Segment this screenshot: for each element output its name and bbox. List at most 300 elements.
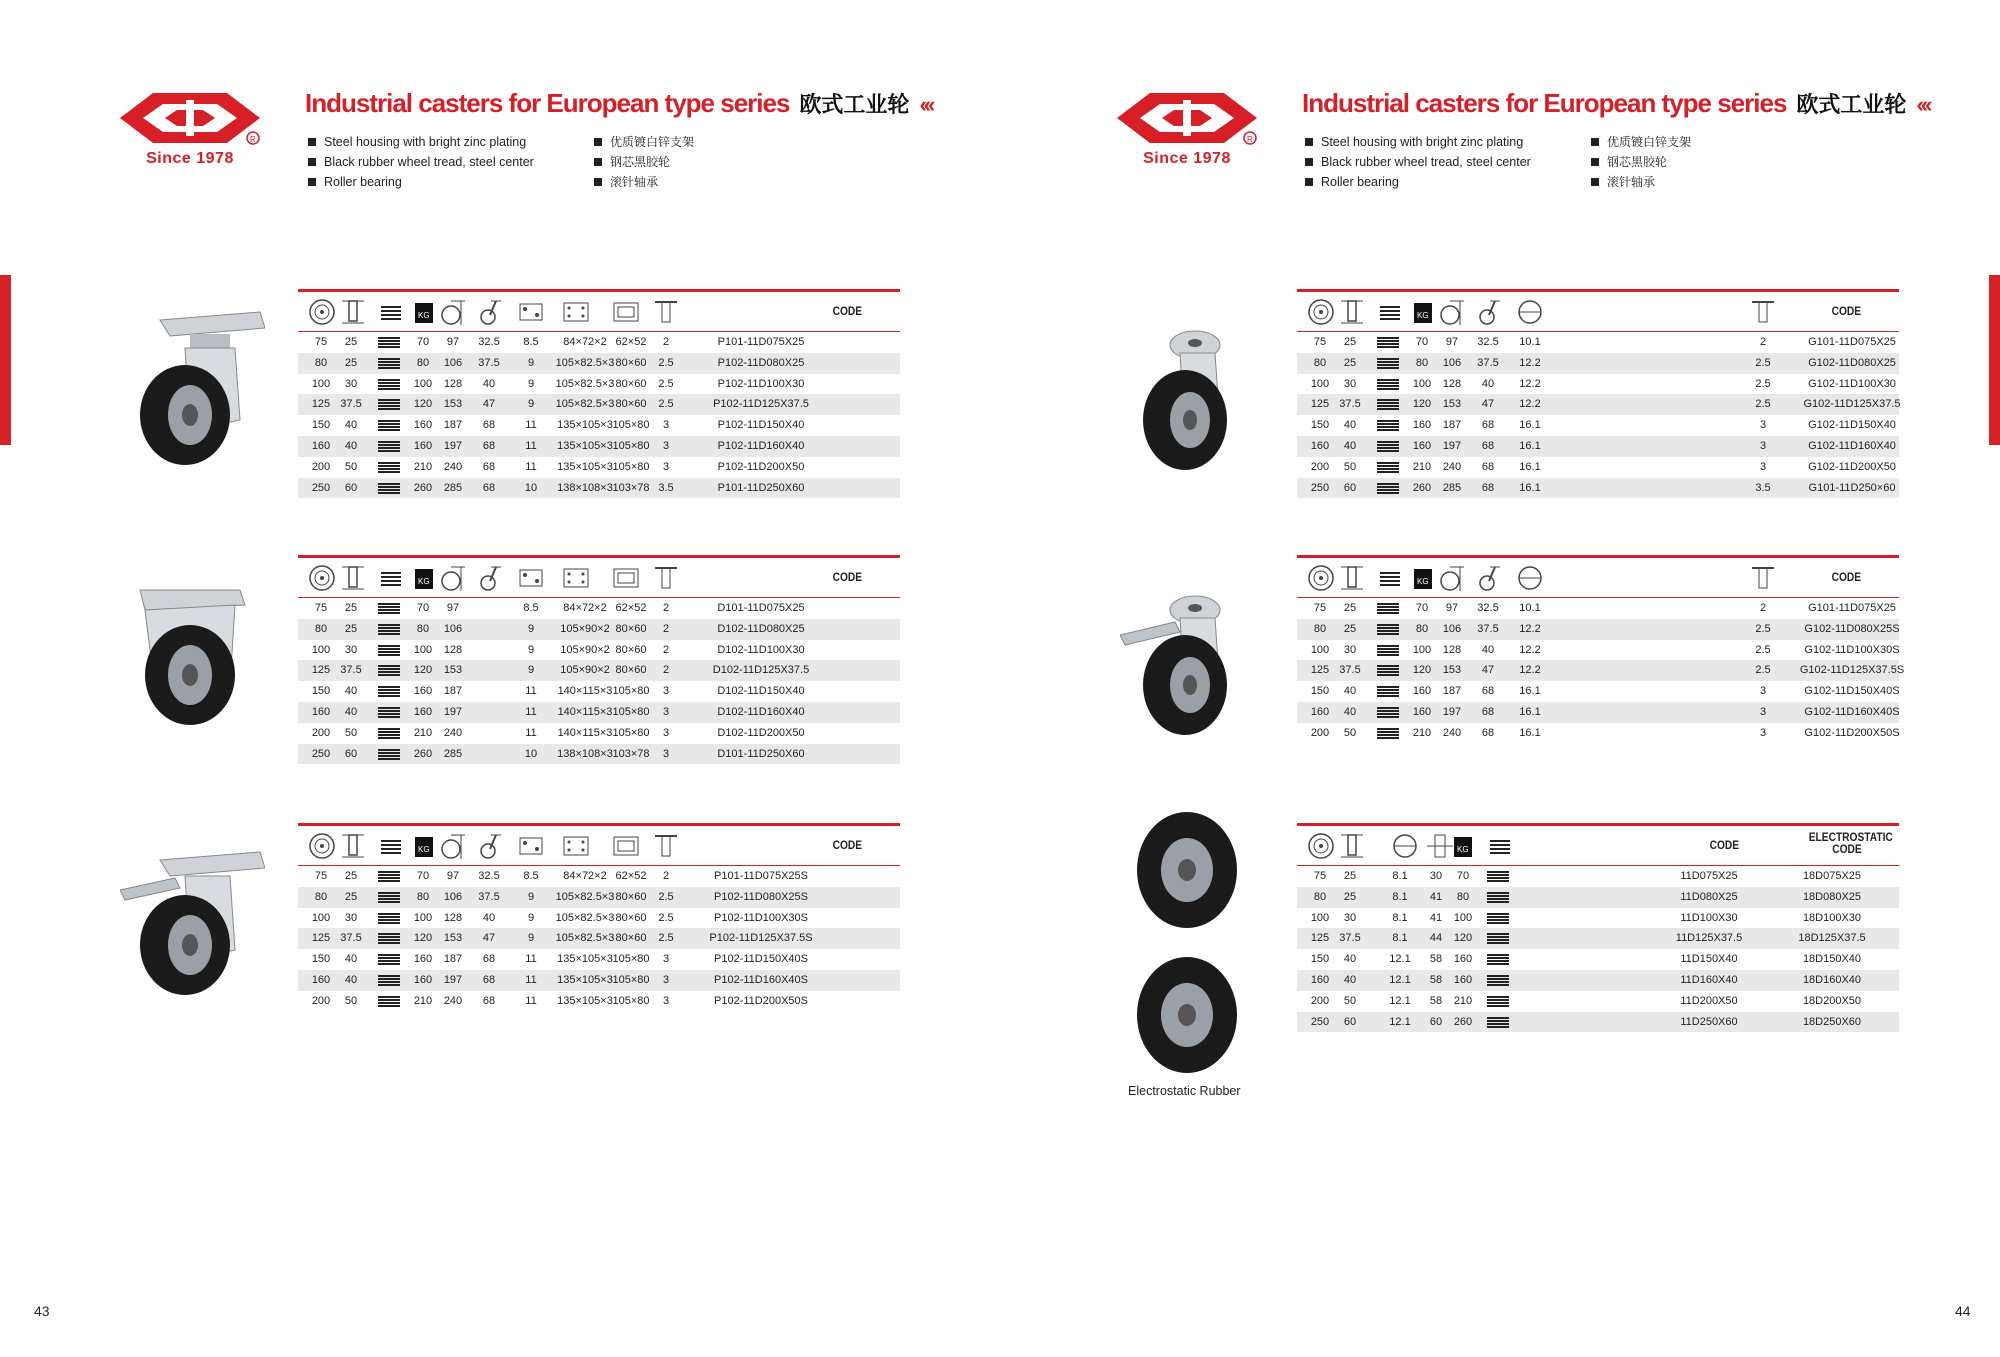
- title-cn: 欧式工业轮: [799, 93, 910, 118]
- table-cell: 2: [1759, 336, 1767, 348]
- table-cell: D102-11D160X40: [717, 705, 805, 718]
- table-cell: 160: [1453, 953, 1473, 966]
- table-cell: 11D200X50: [1680, 994, 1738, 1007]
- feature-item: Black rubber wheel tread, steel center: [308, 152, 534, 172]
- table-row: [1297, 457, 1899, 478]
- table-cell: 210: [1453, 994, 1473, 1007]
- table-cell: 2.5: [658, 356, 674, 369]
- table-cell: 37.5: [1477, 356, 1499, 369]
- table-cell: 9: [527, 398, 535, 411]
- table-cell: 120: [413, 664, 433, 677]
- kg-icon: [409, 297, 439, 327]
- table-row: [1297, 660, 1905, 681]
- feature-item: Roller bearing: [308, 172, 534, 192]
- table-cell: 32.5: [478, 336, 500, 348]
- table-cell: 100: [1412, 643, 1432, 656]
- title-en: Industrial casters for European type series: [305, 88, 790, 118]
- tread-icon: [1377, 728, 1399, 739]
- table-cell: 105×80: [612, 705, 650, 718]
- table-cell: 18D150X40: [1802, 953, 1862, 966]
- table-cell: 125: [311, 398, 331, 411]
- table-cell: 153: [443, 398, 463, 411]
- tread-icon: [1375, 563, 1405, 593]
- table-cell: 68: [482, 953, 496, 966]
- table-cell: 47: [1481, 664, 1495, 677]
- electrostatic-wheel-image: [1135, 955, 1240, 1075]
- red-edge-bar: [0, 275, 11, 445]
- bolt-icon: [516, 297, 546, 327]
- table-cell: D101-11D250X60: [717, 747, 805, 760]
- table-cell: 100: [311, 377, 331, 390]
- table-cell: 138×108×3: [557, 481, 613, 494]
- table-cell: 47: [482, 398, 496, 411]
- table-cell: 3: [662, 705, 670, 718]
- table-cell: 80×60: [615, 643, 647, 656]
- table-cell: 16.1: [1519, 460, 1541, 473]
- table-cell: P101-11D250X60: [717, 481, 805, 494]
- table-cell: 3: [662, 953, 670, 966]
- table-cell: 2: [662, 336, 670, 348]
- offset-icon: [1475, 297, 1505, 327]
- wheel-icon: [1306, 563, 1336, 593]
- table-cell: 150: [1310, 685, 1330, 698]
- tread-icon: [378, 933, 400, 944]
- table-cell: 80: [416, 890, 430, 903]
- svg-text:KG: KG: [1457, 845, 1469, 854]
- table-cell: 41: [1429, 911, 1443, 924]
- table-cell: 200: [311, 726, 331, 739]
- table-cell: 240: [443, 460, 463, 473]
- table-cell: 200: [311, 994, 331, 1007]
- height-icon: [1438, 297, 1468, 327]
- table-cell: 9: [527, 664, 535, 677]
- table-cell: 40: [344, 953, 358, 966]
- table-cell: 105×82.5×3: [555, 890, 615, 903]
- table-cell: 11: [525, 419, 537, 432]
- table-cell: 9: [527, 890, 535, 903]
- table-cell: 80: [314, 890, 328, 903]
- table-cell: 25: [1343, 890, 1357, 903]
- table-cell: 50: [344, 994, 358, 1007]
- table-cell: 25: [344, 890, 358, 903]
- table-cell: 25: [1343, 336, 1357, 348]
- table-row: [298, 928, 900, 949]
- table-cell: 32.5: [478, 870, 500, 882]
- table-cell: 240: [443, 726, 463, 739]
- page-title: [305, 88, 932, 119]
- table-cell: 70: [1415, 602, 1429, 614]
- table-cell: 197: [443, 705, 463, 718]
- table-cell: 10: [524, 747, 538, 760]
- table-cell: 11: [525, 460, 537, 473]
- table-row: [1297, 353, 1899, 374]
- tread-icon: [1377, 707, 1399, 718]
- table-row: [1297, 1012, 1899, 1033]
- tread-icon: [1485, 831, 1515, 861]
- table-cell: 160: [1412, 439, 1432, 452]
- table-cell: 80: [1415, 622, 1429, 635]
- page-44: [1000, 0, 2000, 1357]
- table-cell: 40: [1343, 705, 1357, 718]
- table-cell: 25: [1343, 356, 1357, 369]
- table-cell: 62×52: [615, 336, 647, 348]
- table-cell: 68: [482, 973, 496, 986]
- table-row: [298, 598, 900, 619]
- plate-icon: [561, 297, 591, 327]
- table-cell: 9: [527, 377, 535, 390]
- table-cell: 197: [1442, 439, 1462, 452]
- table-cell: 160: [413, 953, 433, 966]
- table-cell: 11: [525, 705, 537, 718]
- table-cell: 8.1: [1392, 890, 1408, 903]
- features-en: [1305, 132, 1531, 192]
- table-cell: 160: [1310, 439, 1330, 452]
- height-icon: [439, 831, 469, 861]
- table-cell: G102-11D100X30S: [1804, 643, 1900, 656]
- table-cell: 68: [1481, 726, 1495, 739]
- table-cell: 40: [344, 419, 358, 432]
- table-cell: G102-11D160X40: [1808, 439, 1896, 452]
- spec-table-bolt-hole-brake: [1297, 555, 1905, 744]
- table-cell: 37.5: [1477, 622, 1499, 635]
- table-cell: 11: [525, 439, 537, 452]
- tread-icon: [376, 563, 406, 593]
- table-cell: 80: [314, 356, 328, 369]
- width-icon: [338, 831, 368, 861]
- feature-item: Steel housing with bright zinc plating: [1305, 132, 1531, 152]
- table-cell: 80×60: [615, 911, 647, 924]
- table-cell: 75: [1313, 602, 1327, 614]
- table-cell: 105×80: [612, 419, 650, 432]
- svg-text:R: R: [1247, 135, 1253, 144]
- table-cell: 40: [482, 911, 496, 924]
- table-cell: 11: [525, 685, 537, 698]
- feature-item: Roller bearing: [1305, 172, 1531, 192]
- rubber-wheel-image: [1135, 810, 1240, 930]
- table-cell: 8.5: [523, 336, 539, 348]
- table-cell: 3.5: [658, 481, 674, 494]
- table-cell: 9: [527, 643, 535, 656]
- tread-icon: [1377, 358, 1399, 369]
- features-cn: [1591, 132, 1691, 192]
- table-cell: 80×60: [615, 622, 647, 635]
- table-cell: 105×80: [612, 726, 650, 739]
- table-cell: G102-11D125X37.5: [1803, 398, 1901, 411]
- table-cell: 16.1: [1519, 481, 1541, 494]
- table-cell: 250: [1310, 1015, 1330, 1028]
- table-cell: 100: [311, 911, 331, 924]
- table-cell: 37.5: [1339, 932, 1361, 945]
- table-cell: 40: [1343, 953, 1357, 966]
- table-cell: 105×82.5×3: [555, 356, 615, 369]
- kg-icon: [1408, 563, 1438, 593]
- table-cell: 68: [1481, 460, 1495, 473]
- table-cell: 128: [443, 643, 463, 656]
- table-cell: 11D250X60: [1680, 1015, 1738, 1028]
- table-cell: 135×105×3: [557, 953, 613, 966]
- spec-table-swivel-brake: [298, 823, 900, 1012]
- brand-logo: [115, 88, 265, 178]
- table-cell: 160: [413, 685, 433, 698]
- table-cell: 160: [1310, 973, 1330, 986]
- table-cell: 16.1: [1519, 419, 1541, 432]
- table-cell: 18D125X37.5: [1798, 932, 1866, 945]
- table-row: [1297, 478, 1899, 499]
- table-cell: 62×52: [615, 602, 647, 614]
- spec-table-fixed: [298, 555, 900, 764]
- offset-icon: [1475, 563, 1505, 593]
- table-cell: P102-11D125X37.5: [713, 398, 809, 411]
- table-cell: 97: [446, 602, 460, 614]
- table-cell: 8.1: [1392, 870, 1408, 882]
- table-cell: P102-11D150X40: [717, 419, 805, 432]
- brand-logo: [1112, 88, 1262, 178]
- table-cell: 80: [1313, 356, 1327, 369]
- table-cell: 150: [1310, 953, 1330, 966]
- table-cell: 210: [413, 460, 433, 473]
- table-cell: 3: [1759, 685, 1767, 698]
- table-cell: 62×52: [615, 870, 647, 882]
- table-cell: 30: [1343, 377, 1357, 390]
- table-cell: 9: [527, 932, 535, 945]
- table-cell: 18D080X25: [1802, 890, 1862, 903]
- table-row: [298, 374, 900, 395]
- table-cell: 128: [443, 911, 463, 924]
- table-cell: 12.2: [1519, 664, 1541, 677]
- table-cell: 103×78: [612, 481, 650, 494]
- table-cell: 106: [443, 890, 463, 903]
- table-cell: 40: [344, 705, 358, 718]
- feature-item: 钢芯黑胶轮: [1591, 152, 1691, 172]
- table-cell: 16.1: [1519, 685, 1541, 698]
- tread-icon: [378, 379, 400, 390]
- table-cell: 105×90×2: [560, 622, 610, 635]
- table-row: [1297, 415, 1899, 436]
- table-cell: P101-11D075X25: [717, 336, 805, 348]
- table-row: [1297, 681, 1899, 702]
- tread-icon: [378, 603, 400, 614]
- table-cell: 285: [443, 481, 463, 494]
- table-cell: 3: [662, 994, 670, 1007]
- table-cell: 3: [1759, 705, 1767, 718]
- table-cell: 80: [1313, 890, 1327, 903]
- table-cell: 40: [1343, 439, 1357, 452]
- table-cell: 70: [1456, 870, 1470, 882]
- table-row: [1297, 949, 1899, 970]
- table-cell: 44: [1429, 932, 1443, 945]
- table-cell: 68: [1481, 439, 1495, 452]
- table-cell: 75: [314, 602, 328, 614]
- table-cell: 100: [1453, 911, 1473, 924]
- table-cell: 30: [344, 643, 358, 656]
- table-cell: 135×105×3: [557, 460, 613, 473]
- table-row: [1297, 619, 1899, 640]
- table-cell: 2.5: [1755, 622, 1771, 635]
- table-cell: 50: [344, 460, 358, 473]
- tread-icon: [1377, 686, 1399, 697]
- tread-icon: [1377, 441, 1399, 452]
- table-cell: G101-11D075X25: [1808, 336, 1896, 348]
- table-cell: 3: [1759, 439, 1767, 452]
- table-cell: 70: [416, 602, 430, 614]
- table-cell: 25: [1343, 870, 1357, 882]
- table-cell: 125: [1310, 398, 1330, 411]
- wheel-icon: [307, 563, 337, 593]
- table-cell: 3: [662, 460, 670, 473]
- table-row: [298, 332, 900, 353]
- table-row: [298, 991, 900, 1012]
- tread-icon: [1487, 996, 1509, 1007]
- tread-icon: [378, 420, 400, 431]
- axle-icon: [1515, 563, 1545, 593]
- table-cell: 200: [1310, 726, 1330, 739]
- tread-icon: [1377, 483, 1399, 494]
- brand-logo-icon: [1112, 88, 1262, 150]
- table-cell: 240: [443, 994, 463, 1007]
- table-cell: 160: [1310, 705, 1330, 718]
- table-cell: 153: [443, 932, 463, 945]
- tread-icon: [378, 913, 400, 924]
- svg-text:KG: KG: [418, 311, 430, 320]
- table-cell: 11: [525, 726, 537, 739]
- table-row: [298, 908, 900, 929]
- tread-icon: [378, 954, 400, 965]
- table-cell: 200: [311, 460, 331, 473]
- wheel-icon: [1306, 297, 1336, 327]
- features-cn: [594, 132, 694, 192]
- wheel-icon: [307, 831, 337, 861]
- table-row: [298, 353, 900, 374]
- spec-table-wheels: [1297, 823, 1899, 1032]
- table-cell: 160: [413, 439, 433, 452]
- table-cell: 210: [413, 726, 433, 739]
- table-cell: P102-11D125X37.5S: [709, 932, 813, 945]
- table-cell: 250: [1310, 481, 1330, 494]
- table-cell: P102-11D080X25S: [714, 890, 808, 903]
- table-cell: 153: [443, 664, 463, 677]
- width-icon: [338, 297, 368, 327]
- width-icon: [1337, 563, 1367, 593]
- table-cell: 8.1: [1392, 932, 1408, 945]
- table-cell: 120: [413, 932, 433, 945]
- table-cell: 250: [311, 481, 331, 494]
- table-cell: 11: [525, 973, 537, 986]
- wheel-icon: [307, 297, 337, 327]
- tread-icon: [378, 483, 400, 494]
- table-cell: 40: [1343, 685, 1357, 698]
- bolt-icon: [516, 831, 546, 861]
- table-cell: 100: [413, 643, 433, 656]
- tread-icon: [378, 358, 400, 369]
- table-cell: 128: [1442, 377, 1462, 390]
- table-cell: 3: [1759, 460, 1767, 473]
- table-cell: D101-11D075X25: [717, 602, 805, 614]
- width-icon: [338, 563, 368, 593]
- table-cell: 80×60: [615, 932, 647, 945]
- table-cell: 58: [1429, 953, 1443, 966]
- table-cell: 2: [1759, 602, 1767, 614]
- table-cell: 200: [1310, 994, 1330, 1007]
- tread-icon: [1377, 645, 1399, 656]
- table-cell: 285: [443, 747, 463, 760]
- since-label: Since 1978: [1143, 150, 1231, 167]
- table-cell: 40: [344, 973, 358, 986]
- table-cell: P102-11D150X40S: [714, 953, 808, 966]
- table-row: [298, 478, 900, 499]
- tread-icon: [1487, 933, 1509, 944]
- tread-icon: [1375, 297, 1405, 327]
- table-cell: G102-11D080X25S: [1804, 622, 1900, 635]
- tread-icon: [378, 686, 400, 697]
- table-cell: 210: [1412, 460, 1432, 473]
- table-cell: 12.1: [1389, 953, 1411, 966]
- table-cell: 80×60: [615, 356, 647, 369]
- stem-icon: [651, 563, 681, 593]
- electrostatic-code-header: ELECTROSTATIC CODE: [1808, 830, 1893, 856]
- table-cell: 30: [1343, 643, 1357, 656]
- table-cell: 8.5: [523, 602, 539, 614]
- table-cell: 12.1: [1389, 994, 1411, 1007]
- table-cell: 125: [311, 932, 331, 945]
- table-cell: 260: [413, 481, 433, 494]
- width-icon: [1337, 831, 1367, 861]
- table-cell: 2.5: [658, 911, 674, 924]
- table-cell: 128: [443, 377, 463, 390]
- table-cell: 140×115×3: [557, 705, 613, 718]
- tread-icon: [378, 441, 400, 452]
- table-cell: 120: [413, 398, 433, 411]
- feature-item: 优质镀白锌支架: [594, 132, 694, 152]
- table-cell: G101-11D250×60: [1808, 481, 1896, 494]
- stem-icon: [651, 297, 681, 327]
- table-cell: 37.5: [1339, 398, 1361, 411]
- feature-item: 滚针轴承: [1591, 172, 1691, 192]
- plate-icon: [561, 563, 591, 593]
- table-cell: 40: [344, 439, 358, 452]
- table-cell: 70: [416, 336, 430, 348]
- table-cell: 97: [1445, 336, 1459, 348]
- table-cell: 50: [1343, 994, 1357, 1007]
- table-cell: 240: [1442, 726, 1462, 739]
- tread-icon: [1487, 975, 1509, 986]
- table-row: [1297, 598, 1899, 619]
- table-cell: 12.2: [1519, 398, 1541, 411]
- table-cell: 97: [446, 336, 460, 348]
- table-cell: 18D100X30: [1802, 911, 1862, 924]
- table-cell: 9: [527, 911, 535, 924]
- table-cell: 10.1: [1519, 602, 1541, 614]
- table-cell: 97: [446, 870, 460, 882]
- table-cell: 80×60: [615, 377, 647, 390]
- table-cell: 100: [413, 911, 433, 924]
- table-cell: 2: [662, 664, 670, 677]
- table-cell: 100: [1310, 911, 1330, 924]
- table-cell: 100: [413, 377, 433, 390]
- table-cell: 197: [1442, 705, 1462, 718]
- table-cell: G102-11D160X40S: [1804, 705, 1900, 718]
- table-cell: 16.1: [1519, 705, 1541, 718]
- svg-text:KG: KG: [1417, 577, 1429, 586]
- table-header: [298, 292, 900, 332]
- table-cell: 2.5: [1755, 398, 1771, 411]
- table-cell: 75: [314, 870, 328, 882]
- feature-item: Black rubber wheel tread, steel center: [1305, 152, 1531, 172]
- table-cell: 160: [413, 419, 433, 432]
- tread-icon: [1377, 379, 1399, 390]
- table-cell: 2.5: [658, 398, 674, 411]
- table-cell: 18D200X50: [1802, 994, 1862, 1007]
- table-cell: 210: [1412, 726, 1432, 739]
